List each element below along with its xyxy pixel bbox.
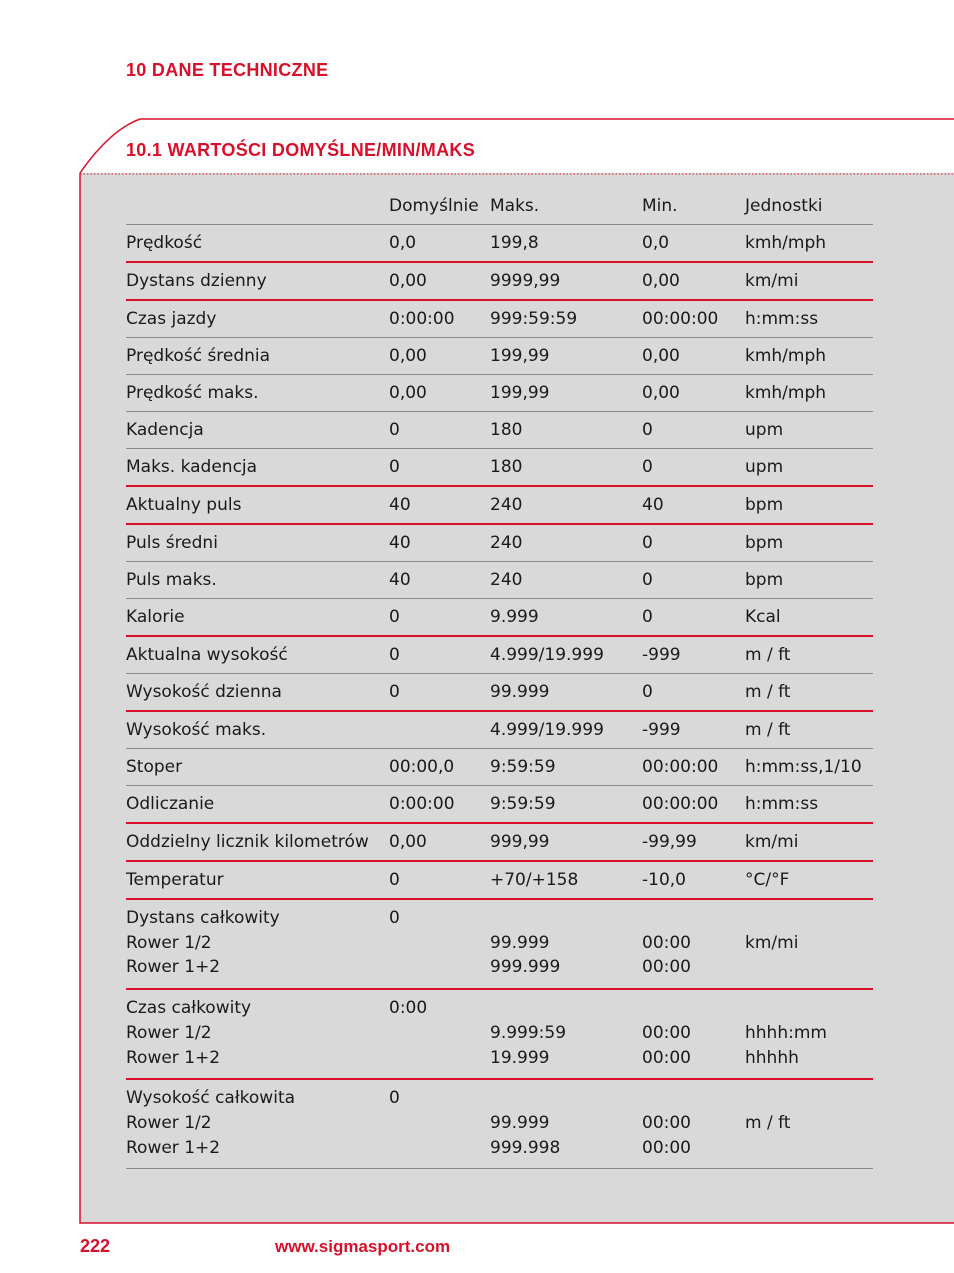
cell-line: Wysokość całkowita xyxy=(126,1088,296,1109)
cell-line: 0,00 xyxy=(642,382,680,403)
table-row xyxy=(126,263,873,301)
cell-line: Puls maks. xyxy=(126,569,217,590)
cell-line: Kalorie xyxy=(126,606,185,627)
cell-line: Kadencja xyxy=(126,419,204,440)
cell-units xyxy=(745,906,873,980)
cell-line: 199,99 xyxy=(490,382,550,403)
cell-line: 180 xyxy=(490,456,523,477)
cell-default xyxy=(389,493,490,518)
table-row xyxy=(126,749,873,786)
header-cell-min: Min. xyxy=(642,195,678,216)
table-row xyxy=(126,824,873,862)
cell-line: 0:00:00 xyxy=(389,308,455,329)
cell-line xyxy=(389,1136,490,1161)
cell-line: 0 xyxy=(389,908,400,928)
cell-line: 40 xyxy=(642,494,664,515)
cell-line: upm xyxy=(745,456,784,477)
cell-max xyxy=(490,568,642,593)
cell-line: 00:00:00 xyxy=(642,756,719,777)
cell-parameter xyxy=(126,418,389,443)
cell-default xyxy=(389,344,490,369)
cell-line: m / ft xyxy=(745,681,791,702)
cell-min xyxy=(642,906,745,980)
cell-line: Rower 1+2 xyxy=(126,957,221,978)
cell-max xyxy=(490,1086,642,1160)
cell-line: 00:00:00 xyxy=(642,308,719,329)
cell-line: 00:00 xyxy=(642,957,691,978)
cell-line: 9:59:59 xyxy=(490,793,556,814)
cell-max xyxy=(490,231,642,256)
table-row xyxy=(126,637,873,674)
cell-default xyxy=(389,269,490,294)
cell-max xyxy=(490,307,642,332)
cell-line: 00:00 xyxy=(642,1137,691,1158)
cell-units xyxy=(745,418,873,443)
table-row xyxy=(126,990,873,1080)
cell-line: 00:00 xyxy=(642,932,691,953)
cell-line: Stoper xyxy=(126,756,183,777)
cell-max xyxy=(490,906,642,980)
cell-default xyxy=(389,381,490,406)
cell-line: km/mi xyxy=(745,831,799,852)
cell-line: bpm xyxy=(745,569,784,590)
cell-parameter xyxy=(126,568,389,593)
cell-default xyxy=(389,830,490,855)
cell-line: 0 xyxy=(389,606,400,627)
cell-min xyxy=(642,418,745,443)
cell-line xyxy=(389,1046,490,1071)
cell-min xyxy=(642,269,745,294)
cell-line: m / ft xyxy=(745,1112,791,1133)
cell-line xyxy=(745,1136,873,1161)
cell-units xyxy=(745,680,873,705)
cell-default xyxy=(389,1086,490,1160)
table-row xyxy=(126,338,873,375)
cell-line: 00:00 xyxy=(642,1047,691,1068)
header-cell-max: Maks. xyxy=(490,195,540,216)
cell-max xyxy=(490,718,642,743)
cell-default xyxy=(389,531,490,556)
cell-parameter xyxy=(126,344,389,369)
cell-line: bpm xyxy=(745,532,784,553)
cell-line: 00:00 xyxy=(642,1022,691,1043)
cell-line: Kcal xyxy=(745,606,781,627)
cell-default xyxy=(389,906,490,980)
cell-line: Temperatur xyxy=(126,869,224,890)
table-row xyxy=(126,599,873,637)
chapter-title: 10 DANE TECHNICZNE xyxy=(126,60,329,80)
cell-default xyxy=(389,418,490,443)
table-row xyxy=(126,562,873,599)
cell-line: Rower 1/2 xyxy=(126,1112,212,1133)
cell-parameter xyxy=(126,906,389,980)
cell-line xyxy=(490,996,642,1021)
cell-line: 40 xyxy=(389,532,411,553)
cell-line: -999 xyxy=(642,719,681,740)
cell-line xyxy=(642,906,745,931)
cell-line: 00:00:00 xyxy=(642,793,719,814)
cell-line: 999.998 xyxy=(490,1137,561,1158)
cell-line: 0:00:00 xyxy=(389,793,455,814)
cell-line: 0 xyxy=(389,1088,400,1109)
cell-line: 99.999 xyxy=(490,932,550,953)
cell-units xyxy=(745,868,873,893)
cell-line: -99,99 xyxy=(642,831,697,852)
cell-line: km/mi xyxy=(745,270,799,291)
cell-line: 199,8 xyxy=(490,232,539,253)
cell-default xyxy=(389,996,490,1070)
cell-line: 0,00 xyxy=(389,270,427,291)
table-row xyxy=(126,1080,873,1169)
cell-line: hhhh:mm xyxy=(745,1022,827,1043)
cell-line xyxy=(642,1086,745,1111)
page-number: 222 xyxy=(80,1236,111,1256)
cell-line: 0 xyxy=(389,419,400,440)
cell-units xyxy=(745,269,873,294)
cell-parameter xyxy=(126,643,389,668)
cell-line xyxy=(745,1086,873,1111)
cell-line: Wysokość maks. xyxy=(126,719,267,740)
table-row xyxy=(126,225,873,263)
cell-parameter xyxy=(126,680,389,705)
cell-line xyxy=(389,1021,490,1046)
cell-parameter xyxy=(126,996,389,1070)
table-row xyxy=(126,487,873,525)
cell-line: 99.999 xyxy=(490,681,550,702)
cell-line: h:mm:ss,1/10 xyxy=(745,756,862,777)
cell-parameter xyxy=(126,455,389,480)
cell-default xyxy=(389,680,490,705)
cell-default xyxy=(389,643,490,668)
cell-line: 0 xyxy=(642,419,653,440)
cell-parameter xyxy=(126,830,389,855)
cell-line xyxy=(389,718,490,743)
cell-units xyxy=(745,344,873,369)
cell-line: 999,99 xyxy=(490,831,550,852)
cell-parameter xyxy=(126,269,389,294)
cell-line xyxy=(490,906,642,931)
cell-min xyxy=(642,231,745,256)
table-row xyxy=(126,674,873,712)
cell-line xyxy=(389,931,490,956)
cell-parameter xyxy=(126,531,389,556)
table-row xyxy=(126,375,873,412)
cell-line: 0:00 xyxy=(389,998,428,1019)
cell-line xyxy=(389,1111,490,1136)
cell-line: upm xyxy=(745,419,784,440)
cell-line: 0 xyxy=(642,456,653,477)
cell-line: 0 xyxy=(389,456,400,477)
cell-line: 40 xyxy=(389,494,411,515)
cell-min xyxy=(642,868,745,893)
cell-line: kmh/mph xyxy=(745,382,827,403)
table-header-row xyxy=(126,188,873,225)
header-cell-units: Jednostki xyxy=(745,195,823,216)
cell-max xyxy=(490,269,642,294)
table-row xyxy=(126,301,873,338)
cell-max xyxy=(490,381,642,406)
cell-line: Rower 1/2 xyxy=(126,932,212,953)
cell-default xyxy=(389,718,490,743)
table-row xyxy=(126,786,873,824)
cell-line: 40 xyxy=(389,569,411,590)
cell-line: m / ft xyxy=(745,719,791,740)
cell-min xyxy=(642,605,745,630)
cell-line: -10,0 xyxy=(642,869,686,890)
cell-parameter xyxy=(126,605,389,630)
cell-units xyxy=(745,307,873,332)
cell-parameter xyxy=(126,231,389,256)
table-row xyxy=(126,412,873,449)
cell-line: 4.999/19.999 xyxy=(490,719,604,740)
cell-line: bpm xyxy=(745,494,784,515)
cell-units xyxy=(745,718,873,743)
table-row xyxy=(126,525,873,562)
cell-line xyxy=(642,996,745,1021)
cell-min xyxy=(642,718,745,743)
cell-min xyxy=(642,531,745,556)
cell-line: kmh/mph xyxy=(745,345,827,366)
cell-parameter xyxy=(126,755,389,780)
cell-units xyxy=(745,231,873,256)
cell-line: 999.999 xyxy=(490,957,561,978)
cell-line: 00:00 xyxy=(642,1112,691,1133)
cell-units xyxy=(745,531,873,556)
cell-line: Rower 1+2 xyxy=(126,1047,221,1068)
cell-max xyxy=(490,830,642,855)
cell-line: 0,00 xyxy=(389,831,427,852)
table-row xyxy=(126,449,873,487)
cell-line xyxy=(490,1086,642,1111)
cell-line: m / ft xyxy=(745,644,791,665)
spec-table xyxy=(126,188,873,1169)
cell-line: 180 xyxy=(490,419,523,440)
cell-line: 0 xyxy=(389,869,400,890)
cell-line: 0,0 xyxy=(642,232,670,253)
cell-line: Puls średni xyxy=(126,532,218,553)
cell-line xyxy=(745,955,873,980)
cell-line: h:mm:ss xyxy=(745,793,819,814)
cell-line: 9.999:59 xyxy=(490,1022,567,1043)
cell-max xyxy=(490,868,642,893)
cell-min xyxy=(642,996,745,1070)
cell-line: km/mi xyxy=(745,932,799,953)
cell-line: Oddzielny licznik kilometrów xyxy=(126,831,369,852)
cell-max xyxy=(490,418,642,443)
cell-max xyxy=(490,455,642,480)
cell-parameter xyxy=(126,718,389,743)
cell-line: 4.999/19.999 xyxy=(490,644,604,665)
cell-min xyxy=(642,455,745,480)
cell-max xyxy=(490,792,642,817)
header-cell-default: Domyślnie xyxy=(389,195,479,216)
cell-min xyxy=(642,792,745,817)
cell-parameter xyxy=(126,1086,389,1160)
cell-line xyxy=(389,955,490,980)
cell-default xyxy=(389,231,490,256)
cell-min xyxy=(642,755,745,780)
cell-line: 0,00 xyxy=(642,270,680,291)
cell-line: Wysokość dzienna xyxy=(126,681,282,702)
cell-units xyxy=(745,996,873,1070)
cell-default xyxy=(389,868,490,893)
cell-units xyxy=(745,381,873,406)
cell-line: h:mm:ss xyxy=(745,308,819,329)
cell-default xyxy=(389,792,490,817)
cell-line: 240 xyxy=(490,494,523,515)
cell-line: 240 xyxy=(490,532,523,553)
cell-line: 0,00 xyxy=(389,345,427,366)
cell-line: 9999,99 xyxy=(490,270,561,291)
cell-line: hhhhh xyxy=(745,1047,799,1068)
cell-line: Dystans dzienny xyxy=(126,270,267,291)
cell-line: Maks. kadencja xyxy=(126,456,258,477)
cell-line: 9.999 xyxy=(490,606,539,627)
cell-line: 0 xyxy=(389,681,400,702)
section-title: 10.1 WARTOŚCI DOMYŚLNE/MIN/MAKS xyxy=(126,140,476,160)
cell-line: Rower 1+2 xyxy=(126,1137,221,1158)
cell-line: 9:59:59 xyxy=(490,756,556,777)
cell-max xyxy=(490,344,642,369)
cell-min xyxy=(642,493,745,518)
cell-min xyxy=(642,381,745,406)
cell-line: 0 xyxy=(642,569,653,590)
cell-line: +70/+158 xyxy=(490,869,579,890)
cell-min xyxy=(642,643,745,668)
cell-max xyxy=(490,605,642,630)
cell-line: 0,0 xyxy=(389,232,417,253)
cell-line: 240 xyxy=(490,569,523,590)
cell-max xyxy=(490,493,642,518)
cell-line: 999:59:59 xyxy=(490,308,578,329)
cell-line: kmh/mph xyxy=(745,232,827,253)
cell-line: Prędkość xyxy=(126,232,203,253)
cell-min xyxy=(642,1086,745,1160)
cell-units xyxy=(745,755,873,780)
cell-line: °C/°F xyxy=(745,869,790,890)
cell-default xyxy=(389,605,490,630)
cell-line: 0 xyxy=(642,606,653,627)
cell-units xyxy=(745,605,873,630)
cell-line: Czas jazdy xyxy=(126,308,217,329)
cell-max xyxy=(490,643,642,668)
cell-min xyxy=(642,344,745,369)
cell-units xyxy=(745,493,873,518)
cell-parameter xyxy=(126,381,389,406)
table-row xyxy=(126,862,873,900)
cell-min xyxy=(642,830,745,855)
cell-default xyxy=(389,755,490,780)
cell-units xyxy=(745,643,873,668)
cell-parameter xyxy=(126,493,389,518)
table-row xyxy=(126,900,873,990)
cell-max xyxy=(490,531,642,556)
cell-max xyxy=(490,755,642,780)
cell-line: 0 xyxy=(642,681,653,702)
cell-line: -999 xyxy=(642,644,681,665)
cell-max xyxy=(490,680,642,705)
cell-default xyxy=(389,307,490,332)
cell-units xyxy=(745,830,873,855)
cell-line: 00:00,0 xyxy=(389,756,455,777)
cell-line: 19.999 xyxy=(490,1047,550,1068)
cell-line: 0,00 xyxy=(642,345,680,366)
cell-line: Prędkość średnia xyxy=(126,345,271,366)
cell-parameter xyxy=(126,868,389,893)
cell-line: 0,00 xyxy=(389,382,427,403)
cell-line xyxy=(745,906,873,931)
cell-min xyxy=(642,680,745,705)
cell-line: Odliczanie xyxy=(126,793,215,814)
cell-line: Rower 1/2 xyxy=(126,1022,212,1043)
cell-parameter xyxy=(126,792,389,817)
cell-max xyxy=(490,996,642,1070)
cell-line: Aktualna wysokość xyxy=(126,644,288,665)
cell-parameter xyxy=(126,307,389,332)
cell-min xyxy=(642,568,745,593)
cell-line xyxy=(745,996,873,1021)
cell-min xyxy=(642,307,745,332)
cell-default xyxy=(389,455,490,480)
cell-line: Prędkość maks. xyxy=(126,382,259,403)
website-url: www.sigmasport.com xyxy=(275,1237,451,1256)
table-row xyxy=(126,712,873,749)
cell-line: Czas całkowity xyxy=(126,998,252,1019)
cell-units xyxy=(745,568,873,593)
cell-line: 199,99 xyxy=(490,345,550,366)
cell-units xyxy=(745,1086,873,1160)
cell-line: Aktualny puls xyxy=(126,494,242,515)
cell-line: 0 xyxy=(389,644,400,665)
cell-units xyxy=(745,792,873,817)
cell-line: 99.999 xyxy=(490,1112,550,1133)
cell-default xyxy=(389,568,490,593)
cell-line: 0 xyxy=(642,532,653,553)
cell-units xyxy=(745,455,873,480)
cell-line: Dystans całkowity xyxy=(126,908,280,928)
